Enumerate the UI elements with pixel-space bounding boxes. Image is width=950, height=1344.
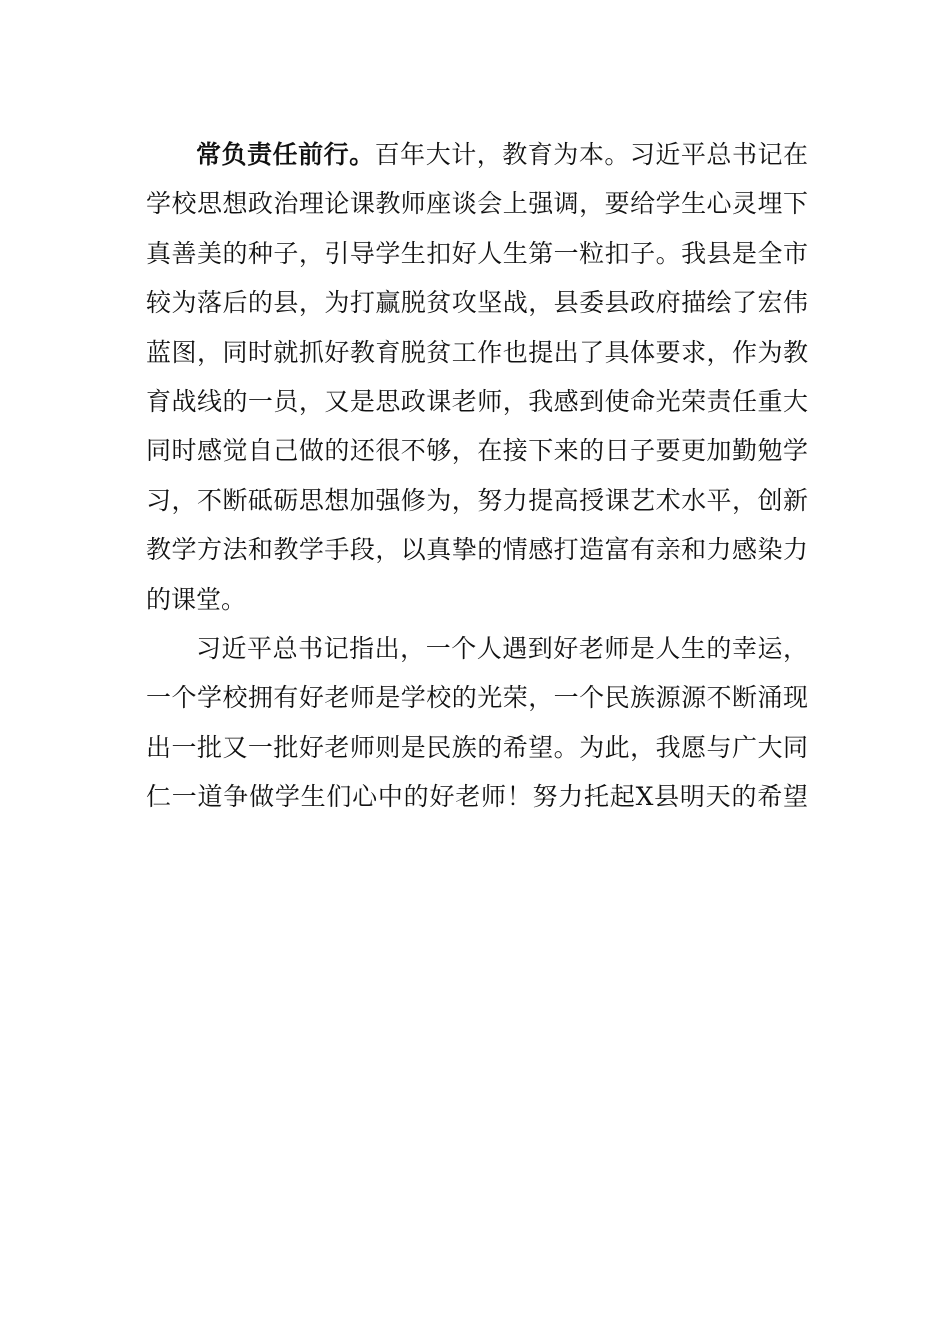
paragraph-lead-heading: 常负责任前行。	[196, 140, 375, 169]
paragraph-1-line-1	[146, 130, 808, 179]
paragraph-1-line-8: 习，不断砥砺思想加强修为，努力提高授课艺术水平，创新	[146, 485, 808, 515]
paragraph-1-line-5: 蓝图，同时就抓好教育脱贫工作也提出了具体要求，作为教	[146, 337, 808, 367]
paragraph-2-line-4: 仁一道争做学生们心中的好老师！努力托起X县明天的希望	[146, 782, 808, 812]
paragraph-1-line-6: 育战线的一员，又是思政课老师，我感到使命光荣责任重大	[146, 386, 808, 416]
paragraph-1-line-9: 教学方法和教学手段，以真挚的情感打造富有亲和力感染力	[146, 535, 808, 565]
paragraph-1-line-3: 真善美的种子，引导学生扣好人生第一粒扣子。我县是全市	[146, 238, 808, 268]
paragraph-1-line-10: 的课堂。	[146, 584, 247, 614]
paragraph-1-line-4: 较为落后的县，为打赢脱贫攻坚战，县委县政府描绘了宏伟	[146, 288, 808, 318]
paragraph-1-line-2: 学校思想政治理论课教师座谈会上强调，要给学生心灵埋下	[146, 189, 808, 219]
body-text	[146, 130, 808, 821]
paragraph-1-line-7: 同时感觉自己做的还很不够，在接下来的日子要更加勤勉学	[146, 436, 808, 466]
paragraph-2-line-3: 出一批又一批好老师则是民族的希望。为此，我愿与广大同	[146, 732, 808, 762]
paragraph-2-line-2: 一个学校拥有好老师是学校的光荣，一个民族源源不断涌现	[146, 683, 808, 713]
paragraph-2-line-1: 习近平总书记指出，一个人遇到好老师是人生的幸运，	[196, 633, 808, 663]
paragraph-1-line-1-text: 百年大计，教育为本。习近平总书记在	[374, 140, 808, 169]
